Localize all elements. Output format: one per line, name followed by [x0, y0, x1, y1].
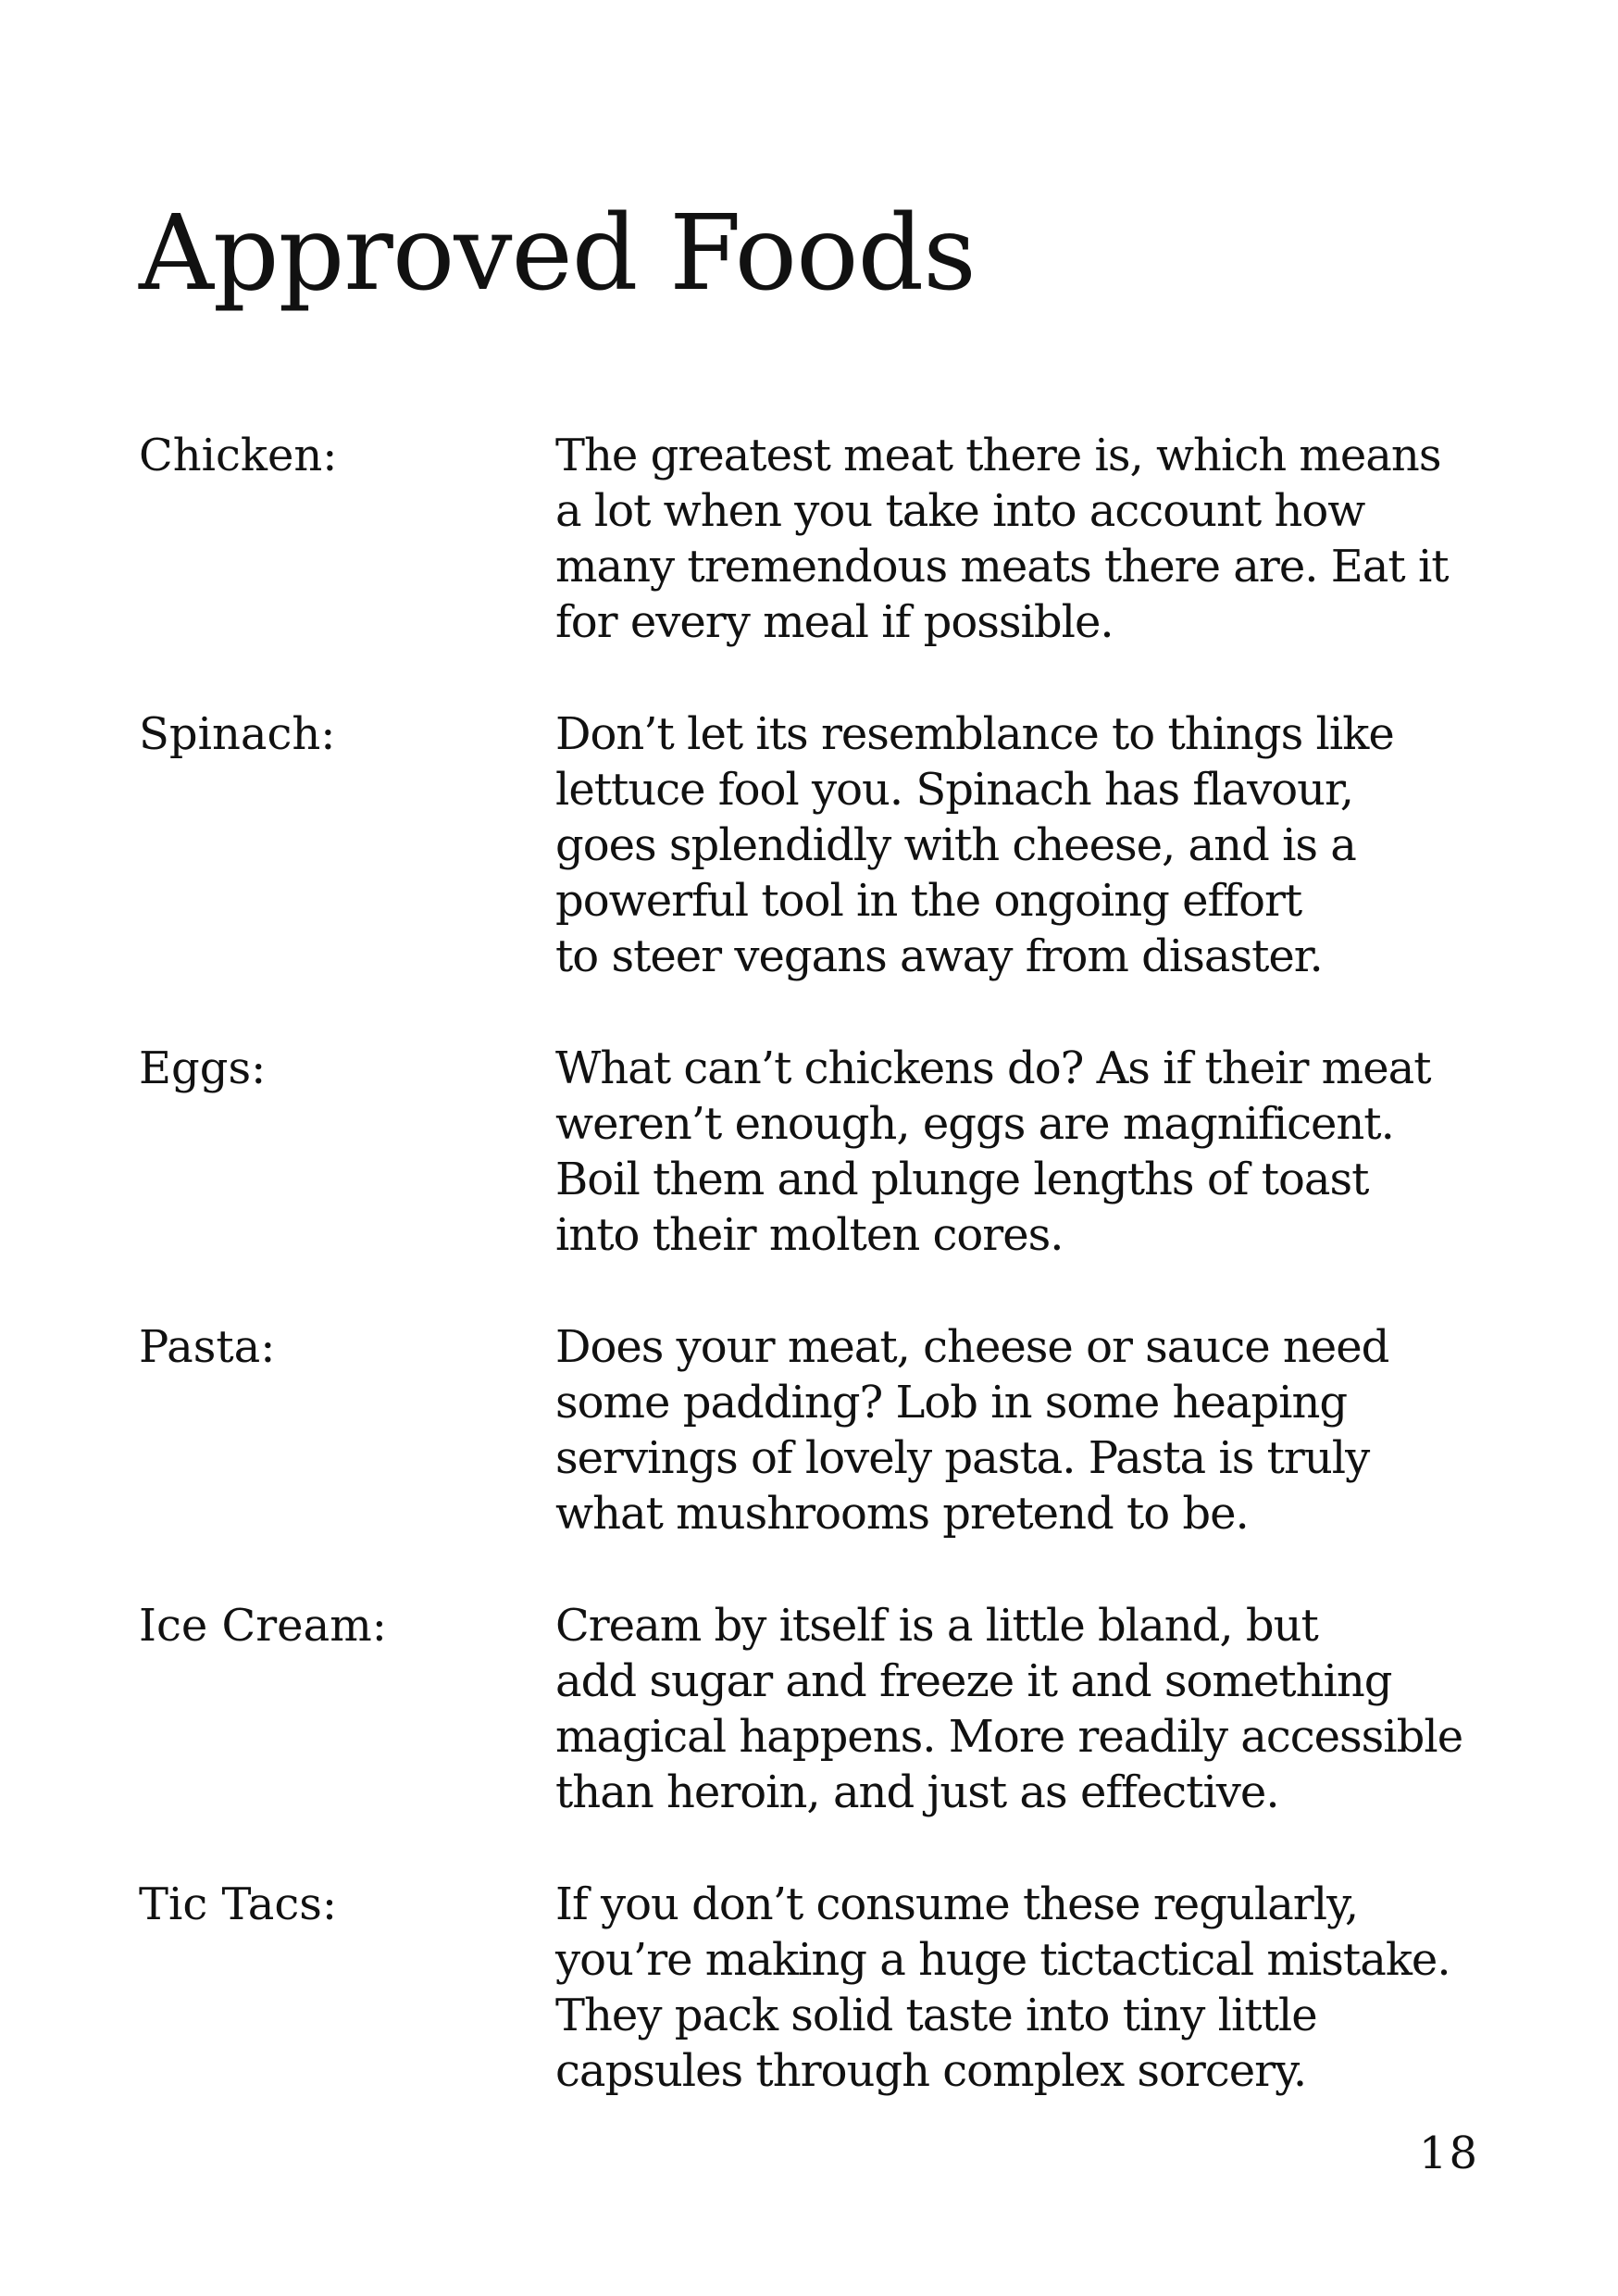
page-title: Approved Foods	[139, 193, 976, 314]
description-line: What can’t chickens do? As if their meat	[555, 1042, 1431, 1094]
description-line: some padding? Lob in some heaping	[555, 1377, 1348, 1429]
description-line: capsules through complex sorcery.	[555, 2045, 1307, 2097]
description-line: you’re making a huge tictactical mistake.	[555, 1934, 1450, 1986]
description-line: add sugar and freeze it and something	[555, 1655, 1392, 1707]
description-line: Don’t let its resemblance to things like	[555, 708, 1394, 760]
description-line: Boil them and plunge lengths of toast	[555, 1154, 1369, 1205]
food-description	[555, 428, 1449, 650]
food-description	[555, 706, 1394, 984]
food-term: Tic Tacs:	[139, 1878, 338, 1930]
description-line: Cream by itself is a little bland, but	[555, 1600, 1318, 1652]
description-line: a lot when you take into account how	[555, 485, 1365, 537]
food-description	[555, 1598, 1462, 1820]
description-line: They pack solid taste into tiny little	[555, 1990, 1317, 2041]
description-line: servings of lovely pasta. Pasta is truly	[555, 1432, 1370, 1484]
page-number: 18	[1418, 2128, 1479, 2179]
food-term: Pasta:	[139, 1321, 276, 1373]
description-line: for every meal if possible.	[555, 596, 1114, 648]
description-line: to steer vegans away from disaster.	[555, 930, 1323, 982]
food-description	[555, 1877, 1450, 2099]
food-term: Ice Cream:	[139, 1600, 387, 1652]
description-line: If you don’t consume these regularly,	[555, 1878, 1359, 1930]
description-line: goes splendidly with cheese, and is a	[555, 819, 1356, 871]
food-description	[555, 1319, 1388, 1541]
description-line: what mushrooms pretend to be.	[555, 1488, 1249, 1540]
description-line: weren’t enough, eggs are magnificent.	[555, 1098, 1394, 1150]
description-line: than heroin, and just as effective.	[555, 1766, 1279, 1818]
description-line: powerful tool in the ongoing effort	[555, 875, 1302, 927]
food-term: Spinach:	[139, 708, 336, 760]
description-line: many tremendous meats there are. Eat it	[555, 541, 1449, 593]
description-line: lettuce fool you. Spinach has flavour,	[555, 764, 1353, 816]
description-line: The greatest meat there is, which means	[555, 430, 1441, 481]
description-line: Does your meat, cheese or sauce need	[555, 1321, 1389, 1373]
food-term: Chicken:	[139, 430, 338, 481]
food-term: Eggs:	[139, 1042, 267, 1094]
description-line: into their molten cores.	[555, 1209, 1064, 1261]
food-description	[555, 1041, 1431, 1263]
description-line: magical happens. More readily accessible	[555, 1711, 1463, 1763]
